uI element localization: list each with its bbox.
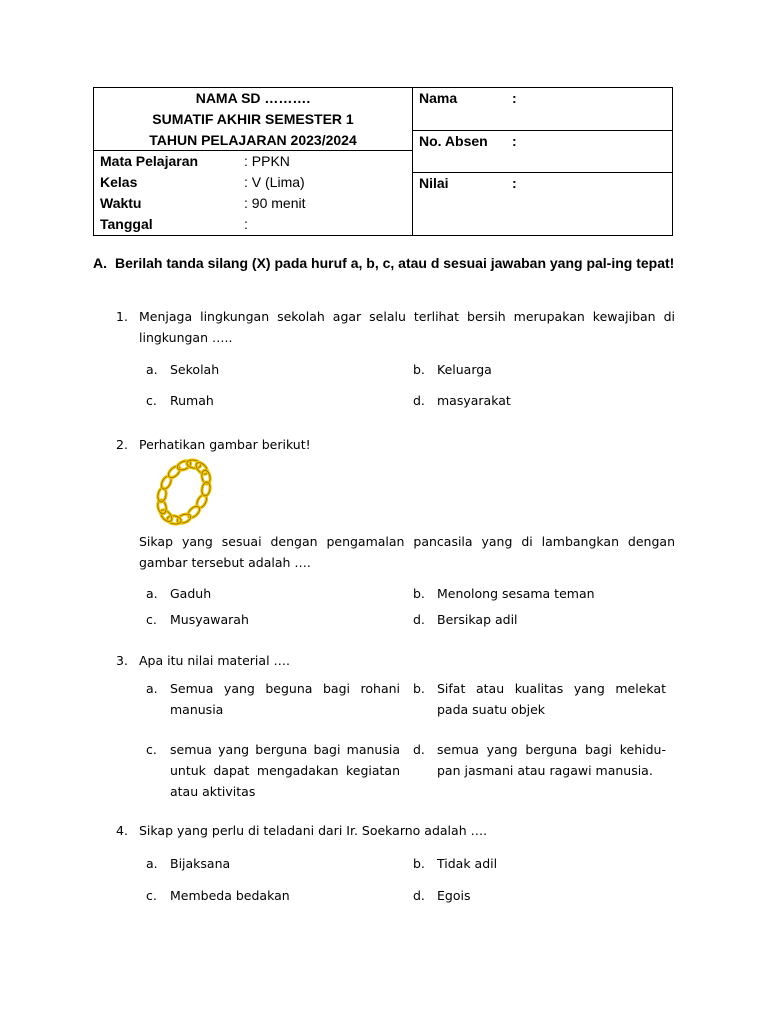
option-text[interactable]: Semua yang beguna bagi rohani manusia [170,681,400,717]
option-text[interactable]: Sifat atau kualitas yang melekat pada suatu objek [437,681,666,717]
question-number: 1. [116,309,128,324]
chain-link [186,504,202,519]
option-text[interactable]: Bersikap adil [437,612,518,627]
option-text[interactable]: Menolong sesama teman [437,586,595,601]
chain-link [166,464,182,479]
question-number: 2. [116,437,128,452]
option-text[interactable]: masyarakat [437,393,511,408]
option-key[interactable]: b. [413,681,425,696]
option-key[interactable]: d. [413,742,425,757]
header-divider [412,88,413,235]
section-instruction [93,254,678,272]
school-year: TAHUN PELAJARAN 2023/2024 [149,132,357,148]
option-text[interactable]: Egois [437,888,471,903]
gold-chain-icon [148,452,220,532]
option-text[interactable]: Membeda bedakan [170,888,290,903]
option-text[interactable]: Musyawarah [170,612,249,627]
question-text: Menjaga lingkungan sekolah agar selalu terlihat bersih merupakan kewajiban di lingkungan ….. [139,309,675,345]
header-row-divider [94,150,412,151]
section-instruction-text: Berilah tanda silang (X) pada huruf a, b, c, atau d sesuai jawaban yang pal-ing tepat! [115,255,675,271]
header-row-divider [412,172,672,173]
class-label: Kelas [100,174,138,190]
question-text: Perhatikan gambar berikut! [139,437,311,452]
option-key[interactable]: d. [413,393,425,408]
option-key[interactable]: b. [413,856,425,871]
score-colon[interactable]: : [512,175,517,191]
question-text: Sikap yang perlu di teladani dari Ir. Soekarno adalah …. [139,823,488,838]
option-text[interactable]: semua yang berguna bagi kehidu-pan jasmani atau ragawi manusia. [437,742,666,778]
class-value: : V (Lima) [244,174,305,190]
section-letter: A. [93,255,107,271]
time-label: Waktu [100,195,142,211]
option-key[interactable]: a. [146,681,158,696]
date-value: : [244,216,248,232]
option-key[interactable]: a. [146,362,158,377]
exam-header-table [93,87,673,236]
option-key[interactable]: d. [413,888,425,903]
question-number: 3. [116,653,128,668]
option-key[interactable]: b. [413,586,425,601]
option-key[interactable]: b. [413,362,425,377]
option-key[interactable]: a. [146,856,158,871]
name-colon[interactable]: : [512,90,517,106]
option-text[interactable]: Tidak adil [437,856,498,871]
option-text[interactable]: Bijaksana [170,856,231,871]
score-label: Nilai [419,175,449,191]
date-label: Tanggal [100,216,153,232]
option-text[interactable]: Sekolah [170,362,220,377]
name-label: Nama [419,90,458,106]
header-row-divider [412,130,672,131]
exam-title: SUMATIF AKHIR SEMESTER 1 [152,111,354,127]
option-text[interactable]: Rumah [170,393,214,408]
time-value: : 90 menit [244,195,306,211]
absen-label: No. Absen [419,133,488,149]
option-text[interactable]: Keluarga [437,362,492,377]
option-key[interactable]: d. [413,612,425,627]
question-text: Apa itu nilai material …. [139,653,290,668]
question-number: 4. [116,823,128,838]
option-key[interactable]: c. [146,612,157,627]
school-name: NAMA SD ………. [195,90,311,106]
option-key[interactable]: c. [146,393,157,408]
option-key[interactable]: c. [146,888,157,903]
option-text[interactable]: Gaduh [170,586,212,601]
subject-value: : PPKN [244,153,290,169]
option-text[interactable]: semua yang berguna bagi manusia untuk dapat mengadakan kegiatan atau aktivitas [170,742,400,799]
question-text-2: Sikap yang sesuai dengan pengamalan pancasila yang di lambangkan dengan gambar tersebut adalah …. [139,534,675,570]
absen-colon[interactable]: : [512,133,517,149]
option-key[interactable]: a. [146,586,158,601]
subject-label: Mata Pelajaran [100,153,199,169]
option-key[interactable]: c. [146,742,157,757]
